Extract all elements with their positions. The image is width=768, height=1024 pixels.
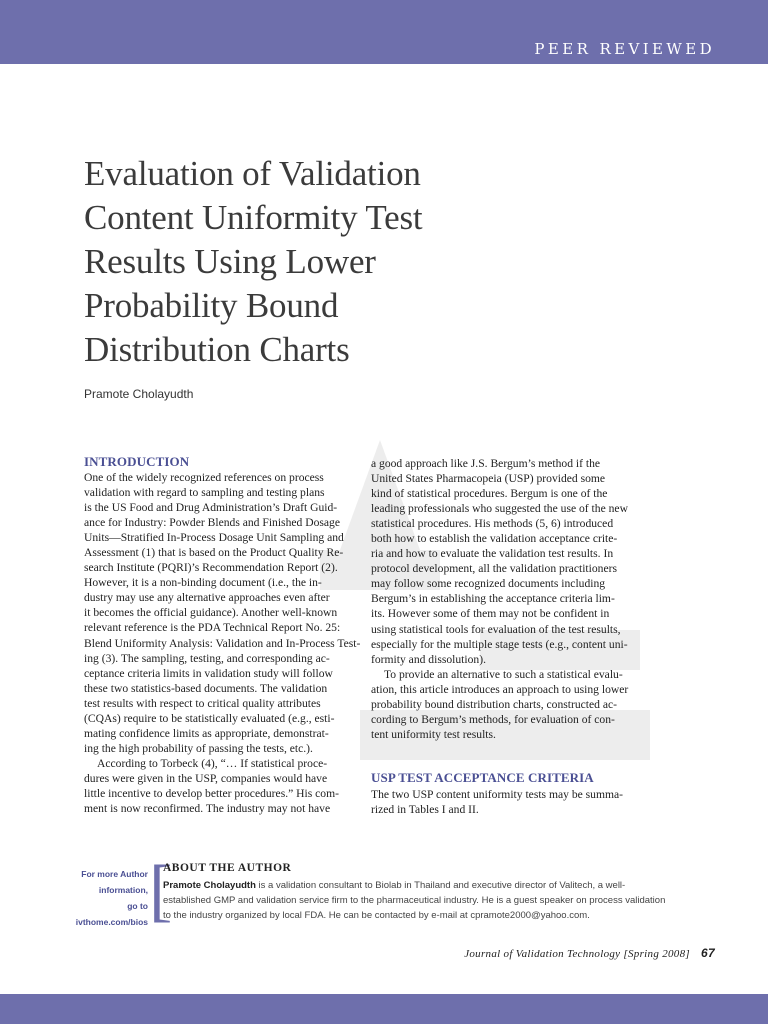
text-line: One of the widely recognized references on process [84, 471, 324, 484]
about-author-box [0, 852, 768, 936]
text-line: leading professionals who suggested the use of the new [371, 502, 628, 516]
text-line: dures were given in the USP, companies would have [84, 771, 328, 785]
about-author-heading: ABOUT THE AUTHOR [163, 862, 292, 874]
about-author-text [163, 878, 666, 923]
text-line: The two USP content uniformity tests may be summa- [371, 788, 624, 801]
text-line: Bergum’s in establishing the acceptance criteria lim- [371, 592, 615, 606]
more-info-line: go to [127, 901, 148, 911]
text-line: is the US Food and Drug Administration’s Draft Guid- [84, 501, 338, 515]
top-header-band [0, 0, 768, 64]
bracket-ornament: [ [149, 852, 173, 929]
about-line-text: is a validation consultant to Biolab in Thailand and executive director of Valitech, a well- [255, 880, 626, 891]
about-line [163, 878, 653, 893]
text-line: using statistical tools for evaluation of the test results, [371, 622, 621, 636]
text-line: rized in Tables I and II. [371, 803, 479, 817]
text-line: validation with regard to sampling and testing plans [84, 486, 325, 500]
author-byline: Pramote Cholayudth [84, 387, 194, 401]
text-line: test results with respect to critical quality attributes [84, 696, 321, 710]
text-line: cording to Bergum’s methods, for evaluation of con- [371, 712, 615, 726]
page-footer [464, 946, 715, 960]
about-author-name: Pramote Cholayudth [163, 880, 256, 891]
text-line: ria and how to evaluate the validation test results. In [371, 547, 614, 561]
text-line: mating confidence limits as appropriate, demonstrat- [84, 726, 329, 740]
section-label: PEER REVIEWED [534, 40, 715, 58]
intro-column [84, 454, 361, 816]
right-column [371, 456, 643, 742]
journal-issue: [Spring 2008] [623, 948, 690, 960]
text-line: dustry may use any alternative approaches even after [84, 591, 330, 605]
usp-paragraph [371, 787, 643, 817]
page-number: 67 [701, 946, 715, 960]
text-line: search Institute (PQRI)’s Recommendation Report (2). [84, 561, 338, 575]
text-line: formity and dissolution). [371, 652, 486, 666]
text-line: ance for Industry: Powder Blends and Finished Dosage [84, 516, 340, 530]
text-line: ceptance criteria limits in validation study will follow [84, 666, 333, 680]
text-line: probability bound distribution charts, constructed ac- [371, 697, 617, 711]
about-line: to the industry organized by local FDA. He can be contacted by e-mail at cpramote2000@yahoo.com. [163, 910, 590, 921]
more-info-line: For more Author [81, 869, 148, 879]
text-line: United States Pharmacopeia (USP) provided some [371, 472, 606, 486]
text-line: these two statistics-based documents. The validation [84, 681, 328, 695]
text-line: a good approach like J.S. Bergum’s method if the [371, 457, 601, 470]
text-line: ation, this article introduces an approach to using lower [371, 682, 629, 696]
about-line: established GMP and validation service firm to the pharmaceutical industry. He is a guest speaker on process validation [163, 895, 666, 906]
text-line: both how to establish the validation acceptance crite- [371, 532, 618, 546]
more-info-link[interactable]: ivthome.com/bios [75, 917, 148, 927]
text-line: Blend Uniformity Analysis: Validation and In-Process Test- [84, 636, 361, 650]
text-line: protocol development, all the validation practitioners [371, 562, 617, 576]
text-line: tent uniformity test results. [371, 727, 496, 741]
text-line: relevant reference is the PDA Technical Report No. 25: [84, 621, 341, 635]
text-line: (CQAs) require to be statistically evaluated (e.g., esti- [84, 711, 335, 725]
more-info-sidebar [76, 866, 148, 930]
title-line: Probability Bound [84, 286, 339, 325]
text-line: little incentive to develop better procedures.” His com- [84, 786, 339, 800]
text-line: According to Torbeck (4), “… If statistical proce- [97, 756, 328, 770]
text-line: statistical procedures. His methods (5, 6) introduced [371, 517, 614, 531]
text-line: ing (3). The sampling, testing, and corresponding ac- [84, 651, 330, 665]
text-line: it becomes the official guidance). Another well-known [84, 606, 338, 620]
text-line: However, it is a non-binding document (i.e., the in- [84, 576, 322, 590]
text-line: especially for the multiple stage tests (e.g., content uni- [371, 637, 628, 651]
title-line: Evaluation of Validation [84, 154, 421, 193]
article-title [84, 152, 504, 372]
journal-name: Journal of Validation Technology [464, 948, 621, 960]
text-line: Units—Stratified In-Process Dosage Unit Sampling and [84, 531, 344, 545]
usp-heading: USP TEST ACCEPTANCE CRITERIA [371, 770, 594, 785]
text-line: Assessment (1) that is based on the Product Quality Re- [84, 546, 344, 560]
bottom-band [0, 994, 768, 1024]
text-line: kind of statistical procedures. Bergum is one of the [371, 487, 608, 501]
text-line: ing the high probability of passing the tests, etc.). [84, 741, 313, 755]
more-info-line: information, [98, 885, 148, 895]
text-line: To provide an alternative to such a statistical evalu- [384, 667, 623, 681]
title-line: Distribution Charts [84, 330, 350, 369]
text-line: its. However some of them may not be confident in [371, 607, 610, 621]
text-line: may follow some recognized documents including [371, 577, 606, 591]
title-line: Content Uniformity Test [84, 198, 423, 237]
title-line: Results Using Lower [84, 242, 376, 281]
intro-heading: INTRODUCTION [84, 454, 190, 469]
text-line: ment is now reconfirmed. The industry may not have [84, 802, 331, 816]
